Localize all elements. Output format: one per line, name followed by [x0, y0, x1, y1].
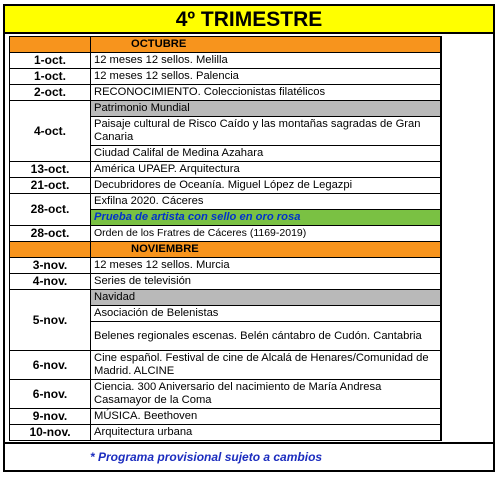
issue-date: 9-nov. [10, 409, 91, 425]
issue-title: Belenes regionales escenas. Belén cántabro de Cudón. Cantabria [91, 322, 441, 351]
table-row [10, 409, 441, 425]
table-row [10, 425, 441, 441]
month-label: OCTUBRE [91, 37, 441, 53]
issue-title: 12 meses 12 sellos. Melilla [91, 53, 441, 69]
issue-date: 21-oct. [10, 178, 91, 194]
blank-column [441, 36, 493, 441]
table-row [10, 274, 441, 290]
table-row [10, 226, 441, 242]
month-spacer [10, 242, 91, 258]
issue-title: Orden de los Fratres de Cáceres (1169-2019) [91, 226, 441, 242]
table-row [10, 194, 441, 210]
month-header-november [10, 242, 441, 258]
schedule-table-wrap [9, 36, 441, 441]
table-row [10, 101, 441, 117]
table-row [10, 178, 441, 194]
issue-date: 3-nov. [10, 258, 91, 274]
issue-date: 5-nov. [10, 290, 91, 351]
table-row [10, 351, 441, 380]
issue-date: 6-nov. [10, 380, 91, 409]
issue-date: 1-oct. [10, 53, 91, 69]
issue-date: 28-oct. [10, 194, 91, 226]
table-row [10, 85, 441, 101]
table-row [10, 380, 441, 409]
issue-date: 6-nov. [10, 351, 91, 380]
table-row [10, 258, 441, 274]
issue-date: 13-oct. [10, 162, 91, 178]
schedule-frame [3, 4, 495, 472]
issue-date: 10-nov. [10, 425, 91, 441]
table-row [10, 53, 441, 69]
issue-title: América UPAEP. Arquitectura [91, 162, 441, 178]
issue-date: 1-oct. [10, 69, 91, 85]
table-row [10, 69, 441, 85]
issue-title: Exfilna 2020. Cáceres [91, 194, 441, 210]
issue-title: Series de televisión [91, 274, 441, 290]
issue-title: 12 meses 12 sellos. Palencia [91, 69, 441, 85]
month-spacer [10, 37, 91, 53]
issue-title: Decubridores de Oceanía. Miguel López de Legazpi [91, 178, 441, 194]
issue-title: 12 meses 12 sellos. Murcia [91, 258, 441, 274]
issue-date: 28-oct. [10, 226, 91, 242]
issue-title: MÚSICA. Beethoven [91, 409, 441, 425]
page-title: 4º TRIMESTRE [5, 6, 493, 34]
category-header: Navidad [91, 290, 441, 306]
category-header: Patrimonio Mundial [91, 101, 441, 117]
footer-note: * Programa provisional sujeto a cambios [90, 450, 323, 464]
month-label: NOVIEMBRE [91, 242, 441, 258]
footer [5, 442, 493, 470]
issue-date: 4-oct. [10, 101, 91, 162]
issue-title: Asociación de Belenistas [91, 306, 441, 322]
issue-title: RECONOCIMIENTO. Coleccionistas filatélicos [91, 85, 441, 101]
month-header-october [10, 37, 441, 53]
highlight-note: Prueba de artista con sello en oro rosa [91, 210, 441, 226]
issue-date: 4-nov. [10, 274, 91, 290]
issue-date: 2-oct. [10, 85, 91, 101]
table-row [10, 290, 441, 306]
issue-title: Ciencia. 300 Aniversario del nacimiento de María Andresa Casamayor de la Coma [91, 380, 441, 409]
schedule-table [9, 36, 441, 441]
issue-title: Ciudad Califal de Medina Azahara [91, 146, 441, 162]
issue-title: Paisaje cultural de Risco Caído y las montañas sagradas de Gran Canaria [91, 117, 441, 146]
issue-title: Arquitectura urbana [91, 425, 441, 441]
issue-title: Cine español. Festival de cine de Alcalá de Henares/Comunidad de Madrid. ALCINE [91, 351, 441, 380]
table-row [10, 162, 441, 178]
